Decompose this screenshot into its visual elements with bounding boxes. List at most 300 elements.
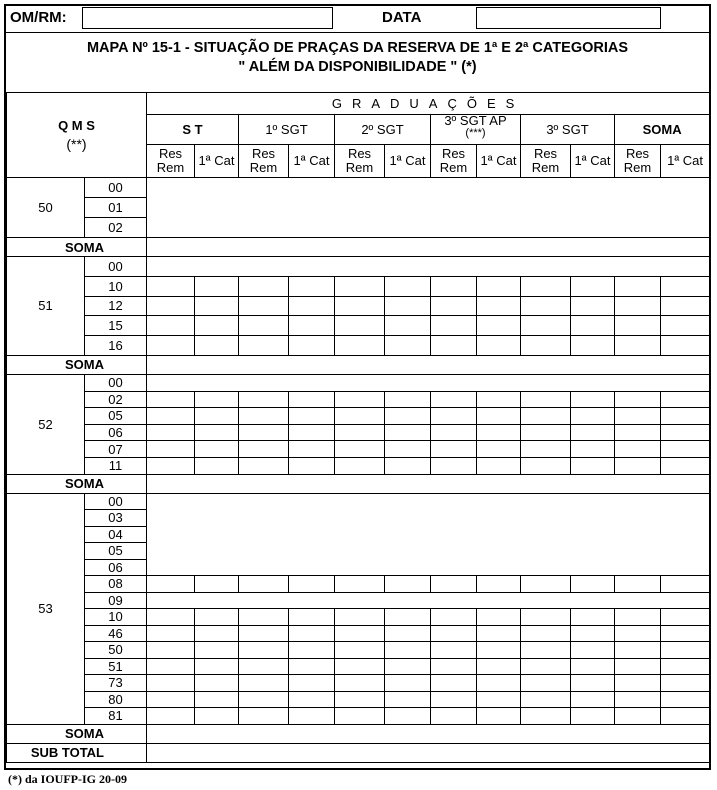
data-cell[interactable] <box>385 675 431 692</box>
data-cell[interactable] <box>385 625 431 642</box>
data-cell[interactable] <box>431 708 477 725</box>
data-cell[interactable] <box>661 609 710 626</box>
om-label: OM/RM: <box>10 9 67 26</box>
data-cell[interactable] <box>521 691 571 708</box>
subtotal-row <box>7 743 710 762</box>
grade-3-sgt: 3º SGT <box>521 115 615 145</box>
data-cell[interactable] <box>431 609 477 626</box>
data-cell[interactable] <box>615 457 661 474</box>
qms-sub-code: 80 <box>85 691 147 708</box>
data-cell[interactable] <box>289 658 335 675</box>
sub-header-1a-cat: 1ª Cat <box>289 145 335 178</box>
table-row <box>7 708 710 725</box>
qms-header <box>7 93 147 178</box>
qms-label: Q M S <box>58 118 95 133</box>
data-cell[interactable] <box>477 408 521 425</box>
table-row <box>7 336 710 356</box>
qms-sub-code: 73 <box>85 675 147 692</box>
data-cell[interactable] <box>385 408 431 425</box>
qms-sub-code: 05 <box>85 408 147 425</box>
data-cell[interactable] <box>571 691 615 708</box>
table-row <box>7 658 710 675</box>
data-cell[interactable] <box>335 276 385 296</box>
data-cell[interactable] <box>615 316 661 336</box>
date-input-box[interactable] <box>476 7 661 29</box>
data-cell[interactable] <box>289 391 335 408</box>
data-cell[interactable] <box>477 296 521 316</box>
data-cell[interactable] <box>147 218 710 238</box>
qms-sub-code: 46 <box>85 625 147 642</box>
data-cell[interactable] <box>289 642 335 659</box>
data-cell[interactable] <box>521 424 571 441</box>
data-cell[interactable] <box>477 658 521 675</box>
data-cell[interactable] <box>431 408 477 425</box>
data-cell[interactable] <box>147 609 195 626</box>
grade-3-sgt-ap-label: 3º SGT AP <box>444 114 507 128</box>
table-row <box>7 592 710 609</box>
table-row <box>7 198 710 218</box>
data-cell[interactable] <box>385 391 431 408</box>
sub-header-1a-cat: 1ª Cat <box>195 145 239 178</box>
data-cell[interactable] <box>195 658 239 675</box>
qms-sub-code: 12 <box>85 296 147 316</box>
data-cell[interactable] <box>195 441 239 458</box>
data-cell[interactable] <box>431 276 477 296</box>
data-cell[interactable] <box>661 296 710 316</box>
data-cell[interactable] <box>385 609 431 626</box>
data-cell[interactable] <box>147 592 710 609</box>
qms-sub-code: 16 <box>85 336 147 356</box>
data-cell[interactable] <box>615 691 661 708</box>
data-cell[interactable] <box>571 391 615 408</box>
data-cell[interactable] <box>431 316 477 336</box>
data-cell[interactable] <box>571 576 615 593</box>
data-cell[interactable] <box>385 457 431 474</box>
soma-label: SOMA <box>7 474 147 493</box>
data-cell[interactable] <box>571 296 615 316</box>
data-cell[interactable] <box>477 675 521 692</box>
data-cell[interactable] <box>335 609 385 626</box>
qms-sub-code: 00 <box>85 493 147 510</box>
data-cell[interactable] <box>385 276 431 296</box>
data-cell[interactable] <box>147 424 195 441</box>
data-cell[interactable] <box>521 457 571 474</box>
subtotal-data-cell[interactable] <box>147 743 710 762</box>
soma-row <box>7 238 710 257</box>
qms-group-code: 52 <box>7 374 85 474</box>
qms-sub-code: 00 <box>85 374 147 391</box>
data-cell[interactable] <box>385 691 431 708</box>
data-cell[interactable] <box>615 424 661 441</box>
data-cell[interactable] <box>661 708 710 725</box>
subtotal-label: SUB TOTAL <box>7 743 147 762</box>
data-cell[interactable] <box>289 276 335 296</box>
sub-header-1a-cat: 1ª Cat <box>477 145 521 178</box>
data-cell[interactable] <box>147 391 195 408</box>
data-cell[interactable] <box>147 408 195 425</box>
table-row <box>7 408 710 425</box>
data-cell[interactable] <box>431 675 477 692</box>
data-cell[interactable] <box>571 658 615 675</box>
data-cell[interactable] <box>195 276 239 296</box>
qms-group-code: 51 <box>7 257 85 356</box>
qms-sub-code: 00 <box>85 178 147 198</box>
soma-row <box>7 724 710 743</box>
data-cell[interactable] <box>661 336 710 356</box>
data-cell[interactable] <box>385 441 431 458</box>
data-cell[interactable] <box>289 316 335 336</box>
data-cell[interactable] <box>239 296 289 316</box>
data-cell[interactable] <box>661 576 710 593</box>
data-cell[interactable] <box>521 391 571 408</box>
data-cell[interactable] <box>239 642 289 659</box>
data-cell[interactable] <box>571 675 615 692</box>
data-cell[interactable] <box>335 316 385 336</box>
data-cell[interactable] <box>335 642 385 659</box>
table-row <box>7 316 710 336</box>
data-cell[interactable] <box>521 658 571 675</box>
data-cell[interactable] <box>431 576 477 593</box>
qms-sub-code: 06 <box>85 424 147 441</box>
data-cell[interactable] <box>661 408 710 425</box>
data-cell[interactable] <box>289 675 335 692</box>
data-cell[interactable] <box>431 296 477 316</box>
data-cell[interactable] <box>147 178 710 198</box>
data-cell[interactable] <box>289 691 335 708</box>
data-cell[interactable] <box>239 691 289 708</box>
data-cell[interactable] <box>615 675 661 692</box>
qms-group-code: 53 <box>7 493 85 724</box>
data-cell[interactable] <box>239 675 289 692</box>
data-cell[interactable] <box>195 391 239 408</box>
data-cell[interactable] <box>615 708 661 725</box>
data-cell[interactable] <box>477 424 521 441</box>
data-cell[interactable] <box>147 316 195 336</box>
data-cell[interactable] <box>195 675 239 692</box>
data-cell[interactable] <box>615 336 661 356</box>
data-cell[interactable] <box>661 316 710 336</box>
data-cell[interactable] <box>571 609 615 626</box>
data-cell[interactable] <box>147 276 195 296</box>
data-cell[interactable] <box>195 296 239 316</box>
data-cell[interactable] <box>195 576 239 593</box>
data-cell[interactable] <box>289 296 335 316</box>
data-cell[interactable] <box>385 642 431 659</box>
data-cell[interactable] <box>615 609 661 626</box>
data-cell[interactable] <box>521 296 571 316</box>
qms-sub-code: 10 <box>85 609 147 626</box>
data-cell[interactable] <box>289 625 335 642</box>
data-cell[interactable] <box>477 316 521 336</box>
data-cell[interactable] <box>477 441 521 458</box>
table-row <box>7 609 710 626</box>
data-cell[interactable] <box>385 336 431 356</box>
form-title <box>6 39 709 77</box>
data-cell[interactable] <box>571 708 615 725</box>
table-row <box>7 441 710 458</box>
data-cell[interactable] <box>385 424 431 441</box>
data-cell[interactable] <box>431 424 477 441</box>
sub-header-res-rem: Res Rem <box>431 145 477 178</box>
form-page <box>4 4 711 770</box>
table-row <box>7 424 710 441</box>
qms-sub-code: 07 <box>85 441 147 458</box>
grade-st: S T <box>147 115 239 145</box>
data-cell[interactable] <box>571 316 615 336</box>
data-cell[interactable] <box>431 336 477 356</box>
data-cell[interactable] <box>385 576 431 593</box>
data-cell[interactable] <box>431 691 477 708</box>
data-cell[interactable] <box>477 576 521 593</box>
data-cell[interactable] <box>661 391 710 408</box>
data-cell[interactable] <box>195 408 239 425</box>
data-cell[interactable] <box>431 658 477 675</box>
data-cell[interactable] <box>615 296 661 316</box>
table-row <box>7 625 710 642</box>
data-cell[interactable] <box>571 336 615 356</box>
table-row <box>7 178 710 198</box>
data-cell[interactable] <box>239 391 289 408</box>
data-cell[interactable] <box>477 625 521 642</box>
data-cell[interactable] <box>521 441 571 458</box>
data-cell[interactable] <box>289 441 335 458</box>
table-row <box>7 374 710 391</box>
data-cell[interactable] <box>661 457 710 474</box>
data-cell[interactable] <box>335 576 385 593</box>
data-cell[interactable] <box>661 642 710 659</box>
table-row <box>7 675 710 692</box>
soma-label: SOMA <box>7 355 147 374</box>
data-cell[interactable] <box>147 257 710 277</box>
data-cell[interactable] <box>147 296 195 316</box>
data-cell[interactable] <box>335 424 385 441</box>
data-cell[interactable] <box>289 609 335 626</box>
table-row <box>7 691 710 708</box>
data-cell[interactable] <box>571 441 615 458</box>
table-row <box>7 642 710 659</box>
data-cell[interactable] <box>521 276 571 296</box>
data-cell[interactable] <box>335 658 385 675</box>
data-cell[interactable] <box>385 296 431 316</box>
soma-row <box>7 474 710 493</box>
table-row <box>7 526 710 543</box>
data-cell[interactable] <box>385 658 431 675</box>
data-cell[interactable] <box>289 576 335 593</box>
data-cell[interactable] <box>571 408 615 425</box>
data-cell[interactable] <box>239 625 289 642</box>
data-cell[interactable] <box>147 691 195 708</box>
data-cell[interactable] <box>335 391 385 408</box>
soma-data-cell[interactable] <box>147 355 710 374</box>
table-row <box>7 493 710 510</box>
qms-group-code: 50 <box>7 178 85 238</box>
qms-sub-code: 00 <box>85 257 147 277</box>
data-cell[interactable] <box>335 296 385 316</box>
header-line <box>6 6 709 33</box>
data-cell[interactable] <box>431 441 477 458</box>
table-row <box>7 218 710 238</box>
data-cell[interactable] <box>661 675 710 692</box>
data-cell[interactable] <box>385 316 431 336</box>
data-cell[interactable] <box>147 510 710 527</box>
data-cell[interactable] <box>571 424 615 441</box>
data-cell[interactable] <box>477 609 521 626</box>
data-cell[interactable] <box>195 336 239 356</box>
data-cell[interactable] <box>477 391 521 408</box>
table-row <box>7 296 710 316</box>
data-cell[interactable] <box>521 609 571 626</box>
data-cell[interactable] <box>147 658 195 675</box>
data-cell[interactable] <box>477 276 521 296</box>
soma-row <box>7 355 710 374</box>
data-cell[interactable] <box>147 198 710 218</box>
qms-sub-code: 09 <box>85 592 147 609</box>
data-cell[interactable] <box>571 625 615 642</box>
data-cell[interactable] <box>239 457 289 474</box>
data-cell[interactable] <box>239 276 289 296</box>
data-cell[interactable] <box>239 336 289 356</box>
data-cell[interactable] <box>239 576 289 593</box>
qms-sub-code: 02 <box>85 218 147 238</box>
soma-label: SOMA <box>7 724 147 743</box>
title-line-2: " ALÉM DA DISPONIBILIDADE " (*) <box>238 59 477 75</box>
data-cell[interactable] <box>195 691 239 708</box>
grade-3-sgt-ap-note: (***) <box>465 127 486 139</box>
data-cell[interactable] <box>615 391 661 408</box>
grade-1-sgt: 1º SGT <box>239 115 335 145</box>
data-cell[interactable] <box>239 316 289 336</box>
data-cell[interactable] <box>521 675 571 692</box>
data-cell[interactable] <box>239 658 289 675</box>
data-cell[interactable] <box>615 642 661 659</box>
graduacoes-header: GRADUAÇÕES <box>147 93 710 115</box>
data-cell[interactable] <box>147 576 195 593</box>
data-cell[interactable] <box>289 408 335 425</box>
data-cell[interactable] <box>289 424 335 441</box>
data-cell[interactable] <box>477 691 521 708</box>
data-cell[interactable] <box>289 336 335 356</box>
data-cell[interactable] <box>289 457 335 474</box>
data-cell[interactable] <box>195 457 239 474</box>
data-cell[interactable] <box>661 424 710 441</box>
data-cell[interactable] <box>147 526 710 543</box>
soma-data-cell[interactable] <box>147 474 710 493</box>
data-cell[interactable] <box>335 408 385 425</box>
data-cell[interactable] <box>335 336 385 356</box>
data-cell[interactable] <box>335 708 385 725</box>
data-cell[interactable] <box>661 441 710 458</box>
qms-sub-code: 02 <box>85 391 147 408</box>
data-cell[interactable] <box>147 336 195 356</box>
qms-sub-code: 06 <box>85 559 147 576</box>
data-cell[interactable] <box>521 708 571 725</box>
qms-note: (**) <box>66 136 87 152</box>
data-cell[interactable] <box>147 642 195 659</box>
data-cell[interactable] <box>431 391 477 408</box>
data-cell[interactable] <box>147 625 195 642</box>
data-cell[interactable] <box>147 675 195 692</box>
data-cell[interactable] <box>195 424 239 441</box>
title-line-1: MAPA Nº 15-1 - SITUAÇÃO DE PRAÇAS DA RESERVA DE 1ª E 2ª CATEGORIAS <box>86 40 629 56</box>
data-cell[interactable] <box>239 424 289 441</box>
sub-header-res-rem: Res Rem <box>335 145 385 178</box>
data-cell[interactable] <box>521 625 571 642</box>
data-cell[interactable] <box>661 625 710 642</box>
footnote: (*) da IOUFP-IG 20-09 <box>8 772 127 786</box>
data-cell[interactable] <box>615 441 661 458</box>
data-cell[interactable] <box>335 691 385 708</box>
data-cell[interactable] <box>147 559 710 576</box>
data-cell[interactable] <box>195 625 239 642</box>
data-cell[interactable] <box>477 457 521 474</box>
data-cell[interactable] <box>431 625 477 642</box>
data-cell[interactable] <box>521 316 571 336</box>
data-cell[interactable] <box>239 708 289 725</box>
data-cell[interactable] <box>239 441 289 458</box>
data-cell[interactable] <box>335 441 385 458</box>
data-cell[interactable] <box>521 408 571 425</box>
data-cell[interactable] <box>147 374 710 391</box>
data-cell[interactable] <box>239 609 289 626</box>
soma-data-cell[interactable] <box>147 724 710 743</box>
data-cell[interactable] <box>335 457 385 474</box>
data-cell[interactable] <box>521 642 571 659</box>
soma-data-cell[interactable] <box>147 238 710 257</box>
data-cell[interactable] <box>571 642 615 659</box>
om-input-box[interactable] <box>82 7 333 29</box>
data-cell[interactable] <box>477 642 521 659</box>
data-cell[interactable] <box>195 708 239 725</box>
data-cell[interactable] <box>477 336 521 356</box>
data-cell[interactable] <box>661 658 710 675</box>
data-cell[interactable] <box>571 457 615 474</box>
data-cell[interactable] <box>431 642 477 659</box>
data-cell[interactable] <box>521 576 571 593</box>
data-cell[interactable] <box>147 543 710 560</box>
data-cell[interactable] <box>335 675 385 692</box>
data-cell[interactable] <box>195 642 239 659</box>
grade-soma: SOMA <box>615 115 710 145</box>
data-cell[interactable] <box>335 625 385 642</box>
data-cell[interactable] <box>615 408 661 425</box>
table-row <box>7 391 710 408</box>
data-cell[interactable] <box>477 708 521 725</box>
data-cell[interactable] <box>385 708 431 725</box>
qms-sub-code: 81 <box>85 708 147 725</box>
data-cell[interactable] <box>289 708 335 725</box>
data-cell[interactable] <box>615 625 661 642</box>
data-cell[interactable] <box>239 408 289 425</box>
data-cell[interactable] <box>147 493 710 510</box>
data-cell[interactable] <box>615 658 661 675</box>
data-cell[interactable] <box>147 457 195 474</box>
data-cell[interactable] <box>615 576 661 593</box>
data-cell[interactable] <box>431 457 477 474</box>
table-row <box>7 576 710 593</box>
qms-sub-code: 03 <box>85 510 147 527</box>
data-cell[interactable] <box>661 691 710 708</box>
data-cell[interactable] <box>521 336 571 356</box>
table-row <box>7 510 710 527</box>
data-cell[interactable] <box>571 276 615 296</box>
data-cell[interactable] <box>147 441 195 458</box>
data-cell[interactable] <box>195 609 239 626</box>
date-label: DATA <box>382 9 422 26</box>
data-cell[interactable] <box>147 708 195 725</box>
data-cell[interactable] <box>661 276 710 296</box>
data-cell[interactable] <box>615 276 661 296</box>
data-cell[interactable] <box>195 316 239 336</box>
